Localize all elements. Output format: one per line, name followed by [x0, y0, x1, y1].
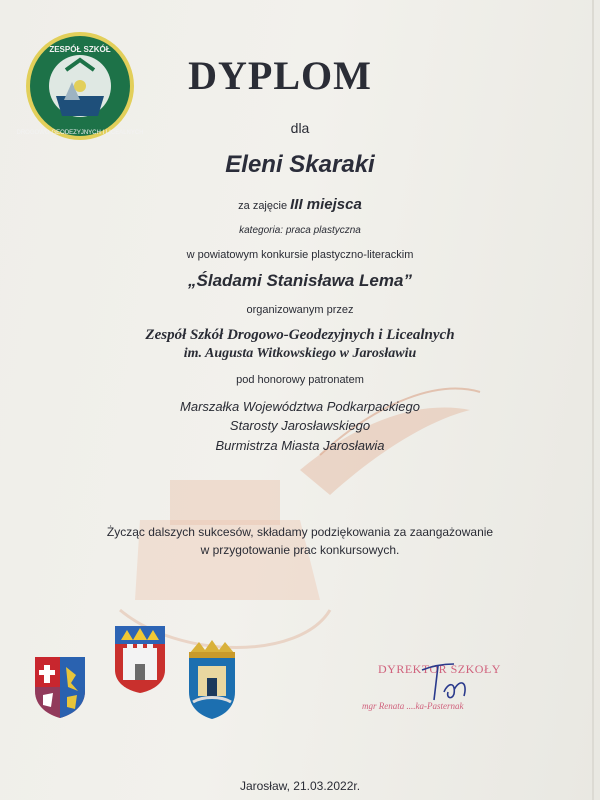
podkarpackie-coat-of-arms-icon — [33, 655, 87, 719]
logo-ring-text: DROGOWO-GEODEZYJNYCH I LICEALNYCH — [16, 130, 144, 136]
for-word: dla — [290, 120, 310, 136]
jaroslaw-county-coat-of-arms-icon — [113, 624, 167, 694]
place-value: III miejsca — [290, 196, 362, 213]
jaroslaw-city-coat-of-arms-icon — [183, 640, 241, 720]
patron-item: Starosty Jarosławskiego — [229, 418, 371, 433]
organized-by-text: organizowanym przez — [246, 304, 354, 316]
contest-title: „Śladami Stanisława Lema” — [188, 271, 412, 290]
place-prefix: za zajęcie — [238, 200, 288, 212]
diploma-title: DYPLOM — [188, 53, 372, 98]
issue-date: Jarosław, 21.03.2022r. — [239, 779, 361, 793]
logo-top-text: ZESPÓŁ SZKÓŁ — [49, 45, 111, 54]
patron-item: Marszałka Województwa Podkarpackiego — [180, 399, 420, 414]
director-name: mgr Renata ....ka-Pasternak — [362, 701, 464, 711]
category-text: kategoria: praca plastyczna — [239, 225, 361, 236]
patron-item: Burmistrza Miasta Jarosławia — [215, 438, 385, 453]
director-title: DYREKTOR SZKOŁY — [378, 662, 501, 676]
place-line — [0, 196, 600, 213]
wishes-line2: w przygotowanie prac konkursowych. — [200, 543, 400, 557]
wishes-line1: Życząc dalszych sukcesów, składamy podziękowania za zaangażowanie — [106, 525, 494, 539]
school-name-line2: im. Augusta Witkowskiego w Jarosławiu — [183, 346, 417, 361]
contest-text: w powiatowym konkursie plastyczno-literackim — [186, 249, 414, 261]
school-name-line1: Zespół Szkół Drogowo-Geodezyjnych i Licealnych — [145, 327, 455, 343]
patronage-label: pod honorowy patronatem — [236, 374, 364, 386]
recipient-name: Eleni Skaraki — [225, 151, 375, 178]
